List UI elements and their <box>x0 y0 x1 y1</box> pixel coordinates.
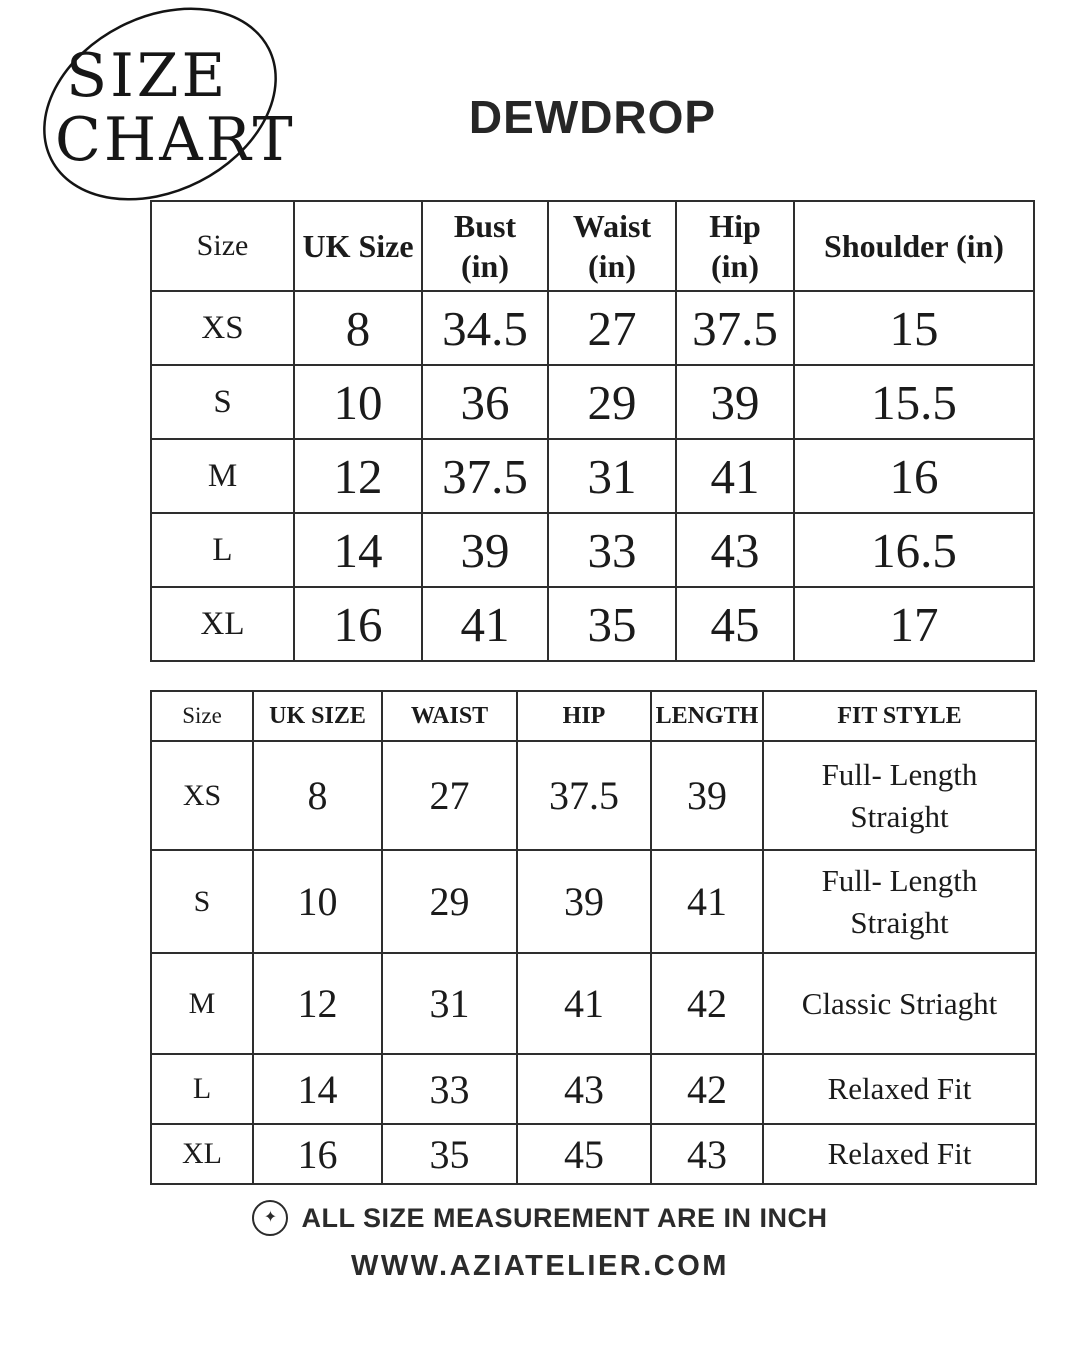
table-row-s <box>151 365 1034 439</box>
cell-waist: 27 <box>382 741 517 850</box>
cell-hip: 45 <box>676 587 794 661</box>
cell-bust: 41 <box>422 587 548 661</box>
top-table-header <box>151 201 1034 291</box>
cell-waist: 29 <box>382 850 517 953</box>
cell-waist: 35 <box>548 587 676 661</box>
cell-length: 42 <box>651 1054 763 1124</box>
cell-size: XL <box>151 587 294 661</box>
cell-size: L <box>151 1054 253 1124</box>
column-header-size: Size <box>151 691 253 741</box>
cell-size: M <box>151 439 294 513</box>
column-header-hip: Hip (in) <box>676 201 794 291</box>
cell-shoulder: 17 <box>794 587 1034 661</box>
table-row-xs <box>151 291 1034 365</box>
measurement-note <box>0 1194 1080 1242</box>
column-header-size: Size <box>151 201 294 291</box>
cell-hip: 39 <box>517 850 651 953</box>
table-row-l <box>151 1054 1036 1124</box>
sparkle-icon: ✦ <box>252 1200 288 1236</box>
table-row-xl <box>151 1124 1036 1184</box>
measurement-note-text: ALL SIZE MEASUREMENT ARE IN INCH <box>301 1202 828 1233</box>
cell-uk-size: 16 <box>253 1124 382 1184</box>
cell-uk-size: 14 <box>294 513 422 587</box>
cell-waist: 29 <box>548 365 676 439</box>
cell-size: S <box>151 365 294 439</box>
column-header-length: LENGTH <box>651 691 763 741</box>
table-row-xs <box>151 741 1036 850</box>
cell-shoulder: 16 <box>794 439 1034 513</box>
cell-hip: 43 <box>517 1054 651 1124</box>
column-header-fit-style: FIT STYLE <box>763 691 1036 741</box>
column-header-shoulder: Shoulder (in) <box>794 201 1034 291</box>
column-header-uk-size: UK SIZE <box>253 691 382 741</box>
cell-uk-size: 16 <box>294 587 422 661</box>
cell-bust: 39 <box>422 513 548 587</box>
website-url: WWW.AZIATELIER.COM <box>351 1250 729 1282</box>
cell-uk-size: 10 <box>294 365 422 439</box>
cell-bust: 34.5 <box>422 291 548 365</box>
cell-length: 41 <box>651 850 763 953</box>
column-header-hip: HIP <box>517 691 651 741</box>
top-size-table <box>150 200 1035 662</box>
cell-fit-style: Relaxed Fit <box>763 1124 1036 1184</box>
cell-hip: 37.5 <box>676 291 794 365</box>
cell-length: 39 <box>651 741 763 850</box>
cell-shoulder: 15 <box>794 291 1034 365</box>
cell-length: 42 <box>651 953 763 1054</box>
cell-uk-size: 12 <box>294 439 422 513</box>
cell-fit-style: Full- Length Straight <box>763 850 1036 953</box>
cell-hip: 37.5 <box>517 741 651 850</box>
column-header-waist: WAIST <box>382 691 517 741</box>
cell-uk-size: 12 <box>253 953 382 1054</box>
cell-bust: 36 <box>422 365 548 439</box>
table-row-m <box>151 953 1036 1054</box>
cell-waist: 33 <box>382 1054 517 1124</box>
cell-fit-style: Classic Striaght <box>763 953 1036 1054</box>
cell-fit-style: Relaxed Fit <box>763 1054 1036 1124</box>
column-header-waist: Waist (in) <box>548 201 676 291</box>
cell-size: XS <box>151 291 294 365</box>
product-title: DEWDROP <box>468 91 717 143</box>
cell-hip: 43 <box>676 513 794 587</box>
cell-waist: 27 <box>548 291 676 365</box>
cell-hip: 41 <box>517 953 651 1054</box>
cell-uk-size: 8 <box>294 291 422 365</box>
table-row-l <box>151 513 1034 587</box>
table-row-m <box>151 439 1034 513</box>
cell-fit-style: Full- Length Straight <box>763 741 1036 850</box>
size-chart-badge-line1: SIZE <box>66 41 229 111</box>
cell-waist: 31 <box>382 953 517 1054</box>
cell-uk-size: 8 <box>253 741 382 850</box>
cell-shoulder: 16.5 <box>794 513 1034 587</box>
cell-size: M <box>151 953 253 1054</box>
cell-size: XL <box>151 1124 253 1184</box>
cell-waist: 35 <box>382 1124 517 1184</box>
size-chart-badge-line2: CHART <box>55 105 296 175</box>
column-header-uk-size: UK Size <box>294 201 422 291</box>
cell-hip: 39 <box>676 365 794 439</box>
cell-waist: 31 <box>548 439 676 513</box>
cell-bust: 37.5 <box>422 439 548 513</box>
bottom-size-table <box>150 690 1037 1185</box>
cell-shoulder: 15.5 <box>794 365 1034 439</box>
cell-uk-size: 10 <box>253 850 382 953</box>
cell-hip: 41 <box>676 439 794 513</box>
column-header-bust: Bust (in) <box>422 201 548 291</box>
table-row-s <box>151 850 1036 953</box>
cell-waist: 33 <box>548 513 676 587</box>
cell-size: XS <box>151 741 253 850</box>
cell-length: 43 <box>651 1124 763 1184</box>
cell-hip: 45 <box>517 1124 651 1184</box>
bottom-table-header <box>151 691 1036 741</box>
cell-uk-size: 14 <box>253 1054 382 1124</box>
table-row-xl <box>151 587 1034 661</box>
cell-size: L <box>151 513 294 587</box>
cell-size: S <box>151 850 253 953</box>
